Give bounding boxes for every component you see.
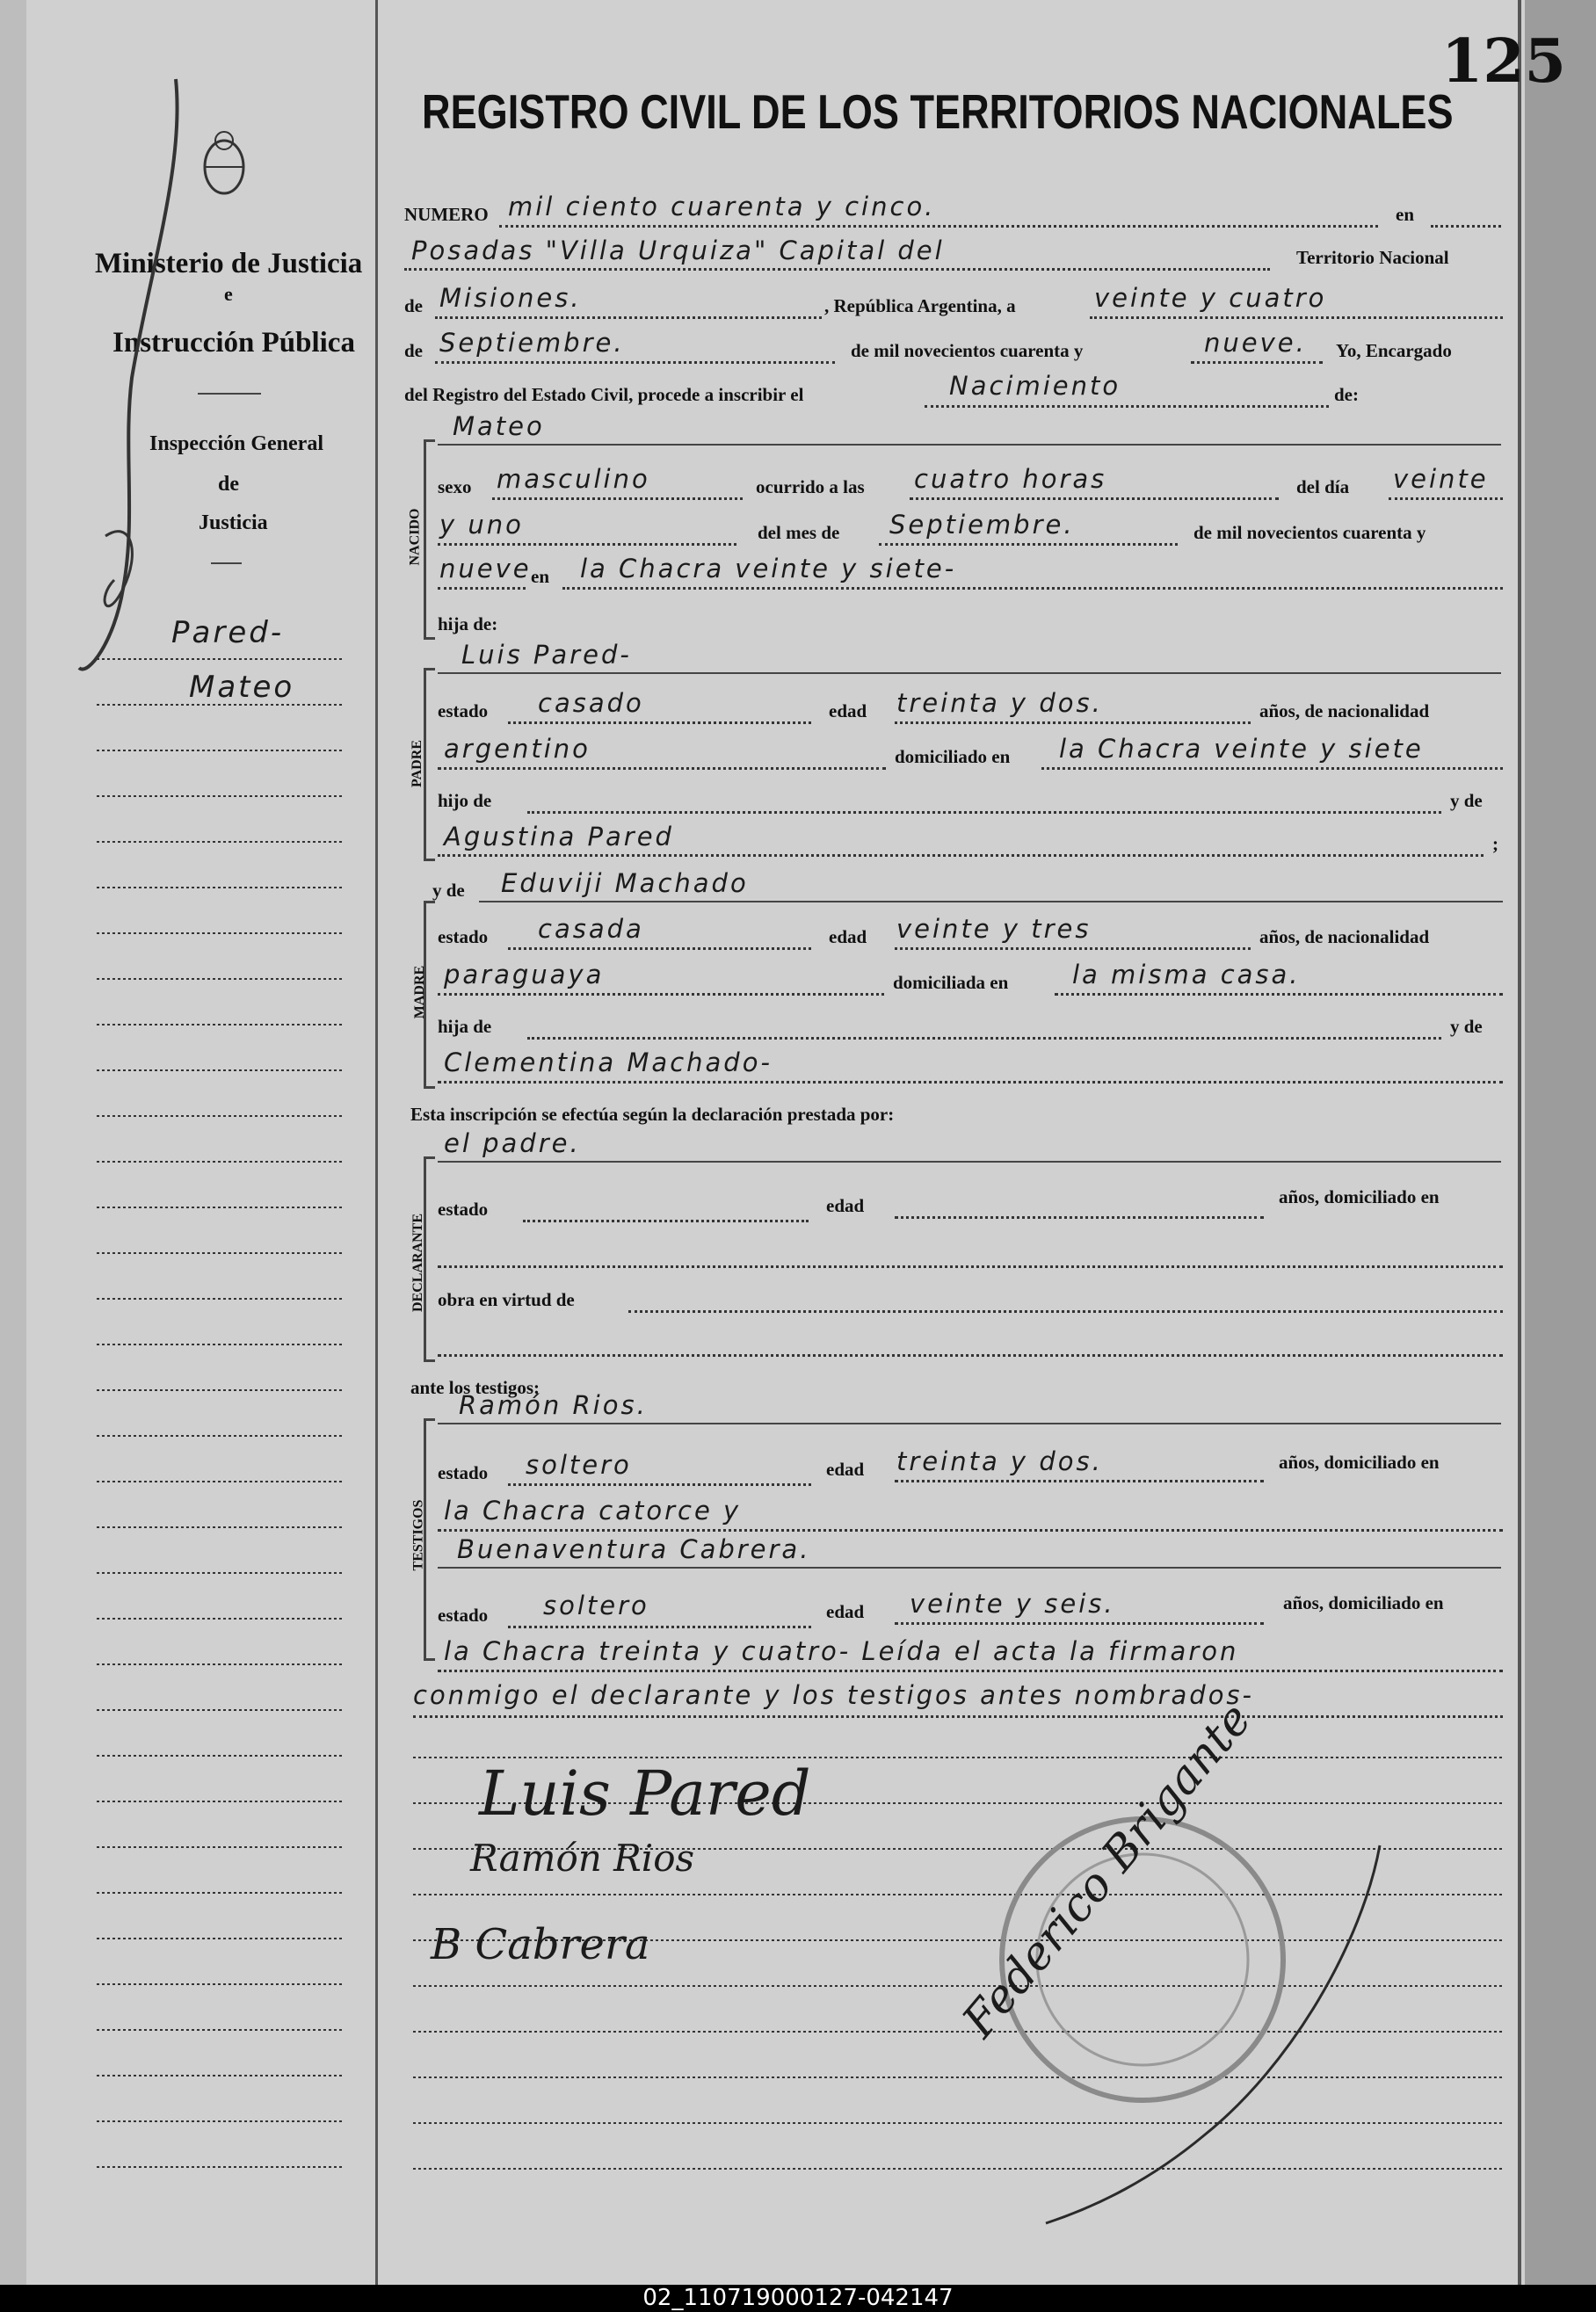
fill-line: [438, 587, 526, 590]
divider: [211, 562, 242, 564]
label-de3: de:: [1334, 384, 1359, 405]
fill-line: [404, 268, 1270, 271]
fill-line: [438, 543, 736, 546]
value-t1-estado: soltero: [526, 1450, 632, 1480]
label-ante: ante los testigos:: [410, 1377, 540, 1398]
fill-line: [438, 1354, 1503, 1357]
value-anio-registro: nueve.: [1204, 328, 1307, 358]
label-en: en: [531, 566, 549, 587]
fill-line: [508, 1626, 811, 1628]
rule-line: [479, 901, 1503, 902]
rule-line: [438, 1423, 1501, 1424]
value-padre-nac: argentino: [444, 734, 591, 764]
page-right-edge: [1525, 0, 1596, 2285]
value-territorio: Misiones.: [439, 283, 582, 313]
label-semicolon: ;: [1492, 833, 1498, 854]
label-en: en: [1396, 204, 1414, 225]
label-nacido: NACIDO: [407, 508, 423, 566]
margin-ruled-lines: [97, 650, 352, 2214]
value-padre-dom: la Chacra veinte y siete: [1059, 734, 1424, 764]
label-estado: estado: [438, 700, 489, 721]
fill-line: [1041, 767, 1503, 770]
fill-line: [527, 811, 1441, 814]
value-madre-estado: casada: [538, 914, 644, 944]
ministry-e: e: [224, 283, 233, 305]
value-cierre: conmigo el declarante y los testigos antes nombrados-: [413, 1680, 1255, 1710]
fill-line: [492, 497, 743, 500]
label-de: de: [404, 295, 423, 316]
value-madre-nac: paraguaya: [444, 960, 605, 989]
fill-line: [895, 947, 1251, 950]
label-del-mes: del mes de: [758, 522, 840, 543]
label-madre: MADRE: [412, 965, 428, 1019]
value-madre-madre: Clementina Machado-: [444, 1047, 773, 1077]
label-anos-dom: años, domiciliado en: [1279, 1452, 1440, 1473]
fill-line: [895, 1216, 1264, 1219]
label-padre: PADRE: [409, 740, 424, 787]
label-anos-dom: años, domiciliado en: [1279, 1186, 1440, 1207]
fill-line: [1389, 497, 1503, 500]
label-estado: estado: [438, 1605, 489, 1626]
value-padre: Luis Pared-: [461, 640, 632, 670]
value-madre-dom: la misma casa.: [1072, 960, 1301, 989]
label-anos-nac: años, de nacionalidad: [1259, 700, 1430, 721]
value-acto: Nacimiento: [949, 371, 1121, 401]
rule-line: [438, 672, 1501, 674]
rule-line: [438, 1567, 1501, 1569]
value-madre-edad: veinte y tres: [896, 914, 1092, 944]
value-t1-edad: treinta y dos.: [896, 1446, 1103, 1476]
label-declarante: DECLARANTE: [410, 1213, 426, 1313]
scan-footer: 02_110719000127-042147: [0, 2285, 1596, 2312]
ministry-line1: Ministerio de Justicia: [95, 248, 363, 279]
label-estado: estado: [438, 926, 489, 947]
value-testigo1: Ramón Rios.: [459, 1390, 648, 1420]
fill-line: [438, 767, 886, 770]
ministry-line2: Instrucción Pública: [112, 327, 355, 359]
rule-line: [438, 1161, 1501, 1163]
value-padre-estado: casado: [538, 688, 644, 718]
label-obra: obra en virtud de: [438, 1289, 575, 1310]
fill-line: [435, 361, 835, 364]
label-sexo: sexo: [438, 476, 472, 497]
label-de2: de: [404, 340, 423, 361]
label-ocurrido: ocurrido a las: [756, 476, 865, 497]
value-nombre: Mateo: [453, 411, 545, 441]
label-edad: edad: [829, 700, 867, 721]
label-anos-nac: años, de nacionalidad: [1259, 926, 1430, 947]
label-testigos: TESTIGOS: [410, 1499, 426, 1571]
label-edad: edad: [826, 1195, 865, 1216]
value-mes-registro: Septiembre.: [439, 328, 625, 358]
fill-line: [413, 1715, 1503, 1718]
value-t2-estado: soltero: [543, 1591, 649, 1620]
value-testigo2: Buenaventura Cabrera.: [457, 1534, 811, 1564]
fill-line: [438, 993, 884, 996]
fill-line: [1055, 993, 1503, 996]
fill-line: [895, 1622, 1264, 1625]
value-anio: nueve: [439, 554, 532, 583]
margin-note-surname: Pared-: [171, 615, 285, 650]
label-hijo-de: hijo de: [438, 790, 492, 811]
value-sexo: masculino: [497, 464, 650, 494]
label-estado: estado: [438, 1199, 489, 1220]
label-edad: edad: [826, 1601, 865, 1622]
fill-line: [438, 1670, 1503, 1672]
fill-line: [438, 1081, 1503, 1084]
label-republica: , República Argentina, a: [824, 295, 1016, 316]
label-inscripcion: Esta inscripción se efectúa según la declaración prestada por:: [410, 1104, 895, 1125]
value-padre-edad: treinta y dos.: [896, 688, 1103, 718]
label-anos-dom: años, domiciliado en: [1283, 1592, 1444, 1613]
fill-line: [438, 1265, 1503, 1268]
fill-line: [895, 721, 1251, 724]
fill-line: [523, 1220, 809, 1222]
label-de-mil: de mil novecientos cuarenta y: [851, 340, 1084, 361]
nacido-bracket: [424, 439, 435, 640]
label-domiciliada-en: domiciliada en: [893, 972, 1009, 993]
label-yo: Yo, Encargado: [1336, 340, 1452, 361]
value-madre: Eduviji Machado: [501, 868, 749, 898]
signature-padre: Luis Pared: [479, 1758, 811, 1830]
page-title: REGISTRO CIVIL DE LOS TERRITORIOS NACIONALES: [422, 84, 1454, 139]
label-y-de2: y de: [432, 880, 465, 901]
fill-line: [1090, 316, 1503, 319]
inspection-line3: Justicia: [199, 511, 268, 534]
right-border: [1518, 0, 1521, 2285]
value-dia-registro: veinte y cuatro: [1094, 283, 1327, 313]
signature-testigo2: B Cabrera: [431, 1920, 650, 1969]
margin-note-name: Mateo: [189, 670, 295, 705]
label-territorio: Territorio Nacional: [1296, 247, 1449, 268]
label-edad: edad: [826, 1459, 865, 1480]
value-declarante: el padre.: [444, 1128, 581, 1158]
signature-encargado: Federico Brigante: [953, 1693, 1262, 2047]
value-t1-dom: la Chacra catorce y: [444, 1496, 742, 1526]
value-lugar: Posadas "Villa Urquiza" Capital del: [411, 236, 945, 265]
inspection-line1: Inspección General: [149, 432, 323, 455]
fill-line: [1191, 361, 1323, 364]
margin-divider: [375, 0, 378, 2285]
fill-line: [879, 543, 1178, 546]
fill-line: [527, 1037, 1441, 1040]
value-hora: cuatro horas: [914, 464, 1107, 494]
value-dia2: y uno: [439, 510, 524, 540]
label-domiciliado-en: domiciliado en: [895, 746, 1011, 767]
value-mes: Septiembre.: [889, 510, 1075, 540]
fill-line: [435, 316, 822, 319]
label-del-dia: del día: [1296, 476, 1350, 497]
fill-line: [628, 1310, 1503, 1313]
fill-line: [895, 1480, 1264, 1482]
label-estado: estado: [438, 1462, 489, 1483]
label-edad: edad: [829, 926, 867, 947]
label-numero: NUMERO: [404, 204, 489, 225]
fill-line: [562, 587, 1503, 590]
value-t2-dom: la Chacra treinta y cuatro- Leída el acta la firmaron: [444, 1636, 1239, 1666]
fill-line: [499, 225, 1378, 228]
signature-flourish: [1011, 1837, 1450, 2232]
page-left-edge: [0, 0, 26, 2285]
signature-testigo1: Ramón Rios: [470, 1837, 695, 1880]
value-dia1: veinte: [1393, 464, 1489, 494]
fill-line: [438, 854, 1484, 857]
value-padre-madre: Agustina Pared: [444, 822, 674, 852]
inspection-line2: de: [218, 473, 239, 496]
value-lugar-nac: la Chacra veinte y siete-: [580, 554, 957, 583]
label-hija-de: hija de:: [438, 613, 498, 634]
fill-line: [438, 1529, 1503, 1532]
fill-line: [508, 721, 811, 724]
page-number: 125: [1441, 26, 1566, 97]
fill-line: [910, 497, 1279, 500]
fill-line: [925, 405, 1329, 408]
label-registro: del Registro del Estado Civil, procede a inscribir el: [404, 384, 804, 405]
rule-line: [438, 444, 1501, 446]
fill-line: [508, 947, 811, 950]
value-t2-edad: veinte y seis.: [910, 1589, 1115, 1619]
label-y-de: y de: [1450, 790, 1483, 811]
margin-scribble: [53, 62, 211, 694]
label-hija-de2: hija de: [438, 1016, 492, 1037]
fill-line: [508, 1483, 811, 1486]
label-de-mil2: de mil novecientos cuarenta y: [1193, 522, 1426, 543]
fill-line: [1431, 225, 1501, 228]
value-numero: mil ciento cuarenta y cinco.: [508, 192, 936, 221]
label-y-de: y de: [1450, 1016, 1483, 1037]
